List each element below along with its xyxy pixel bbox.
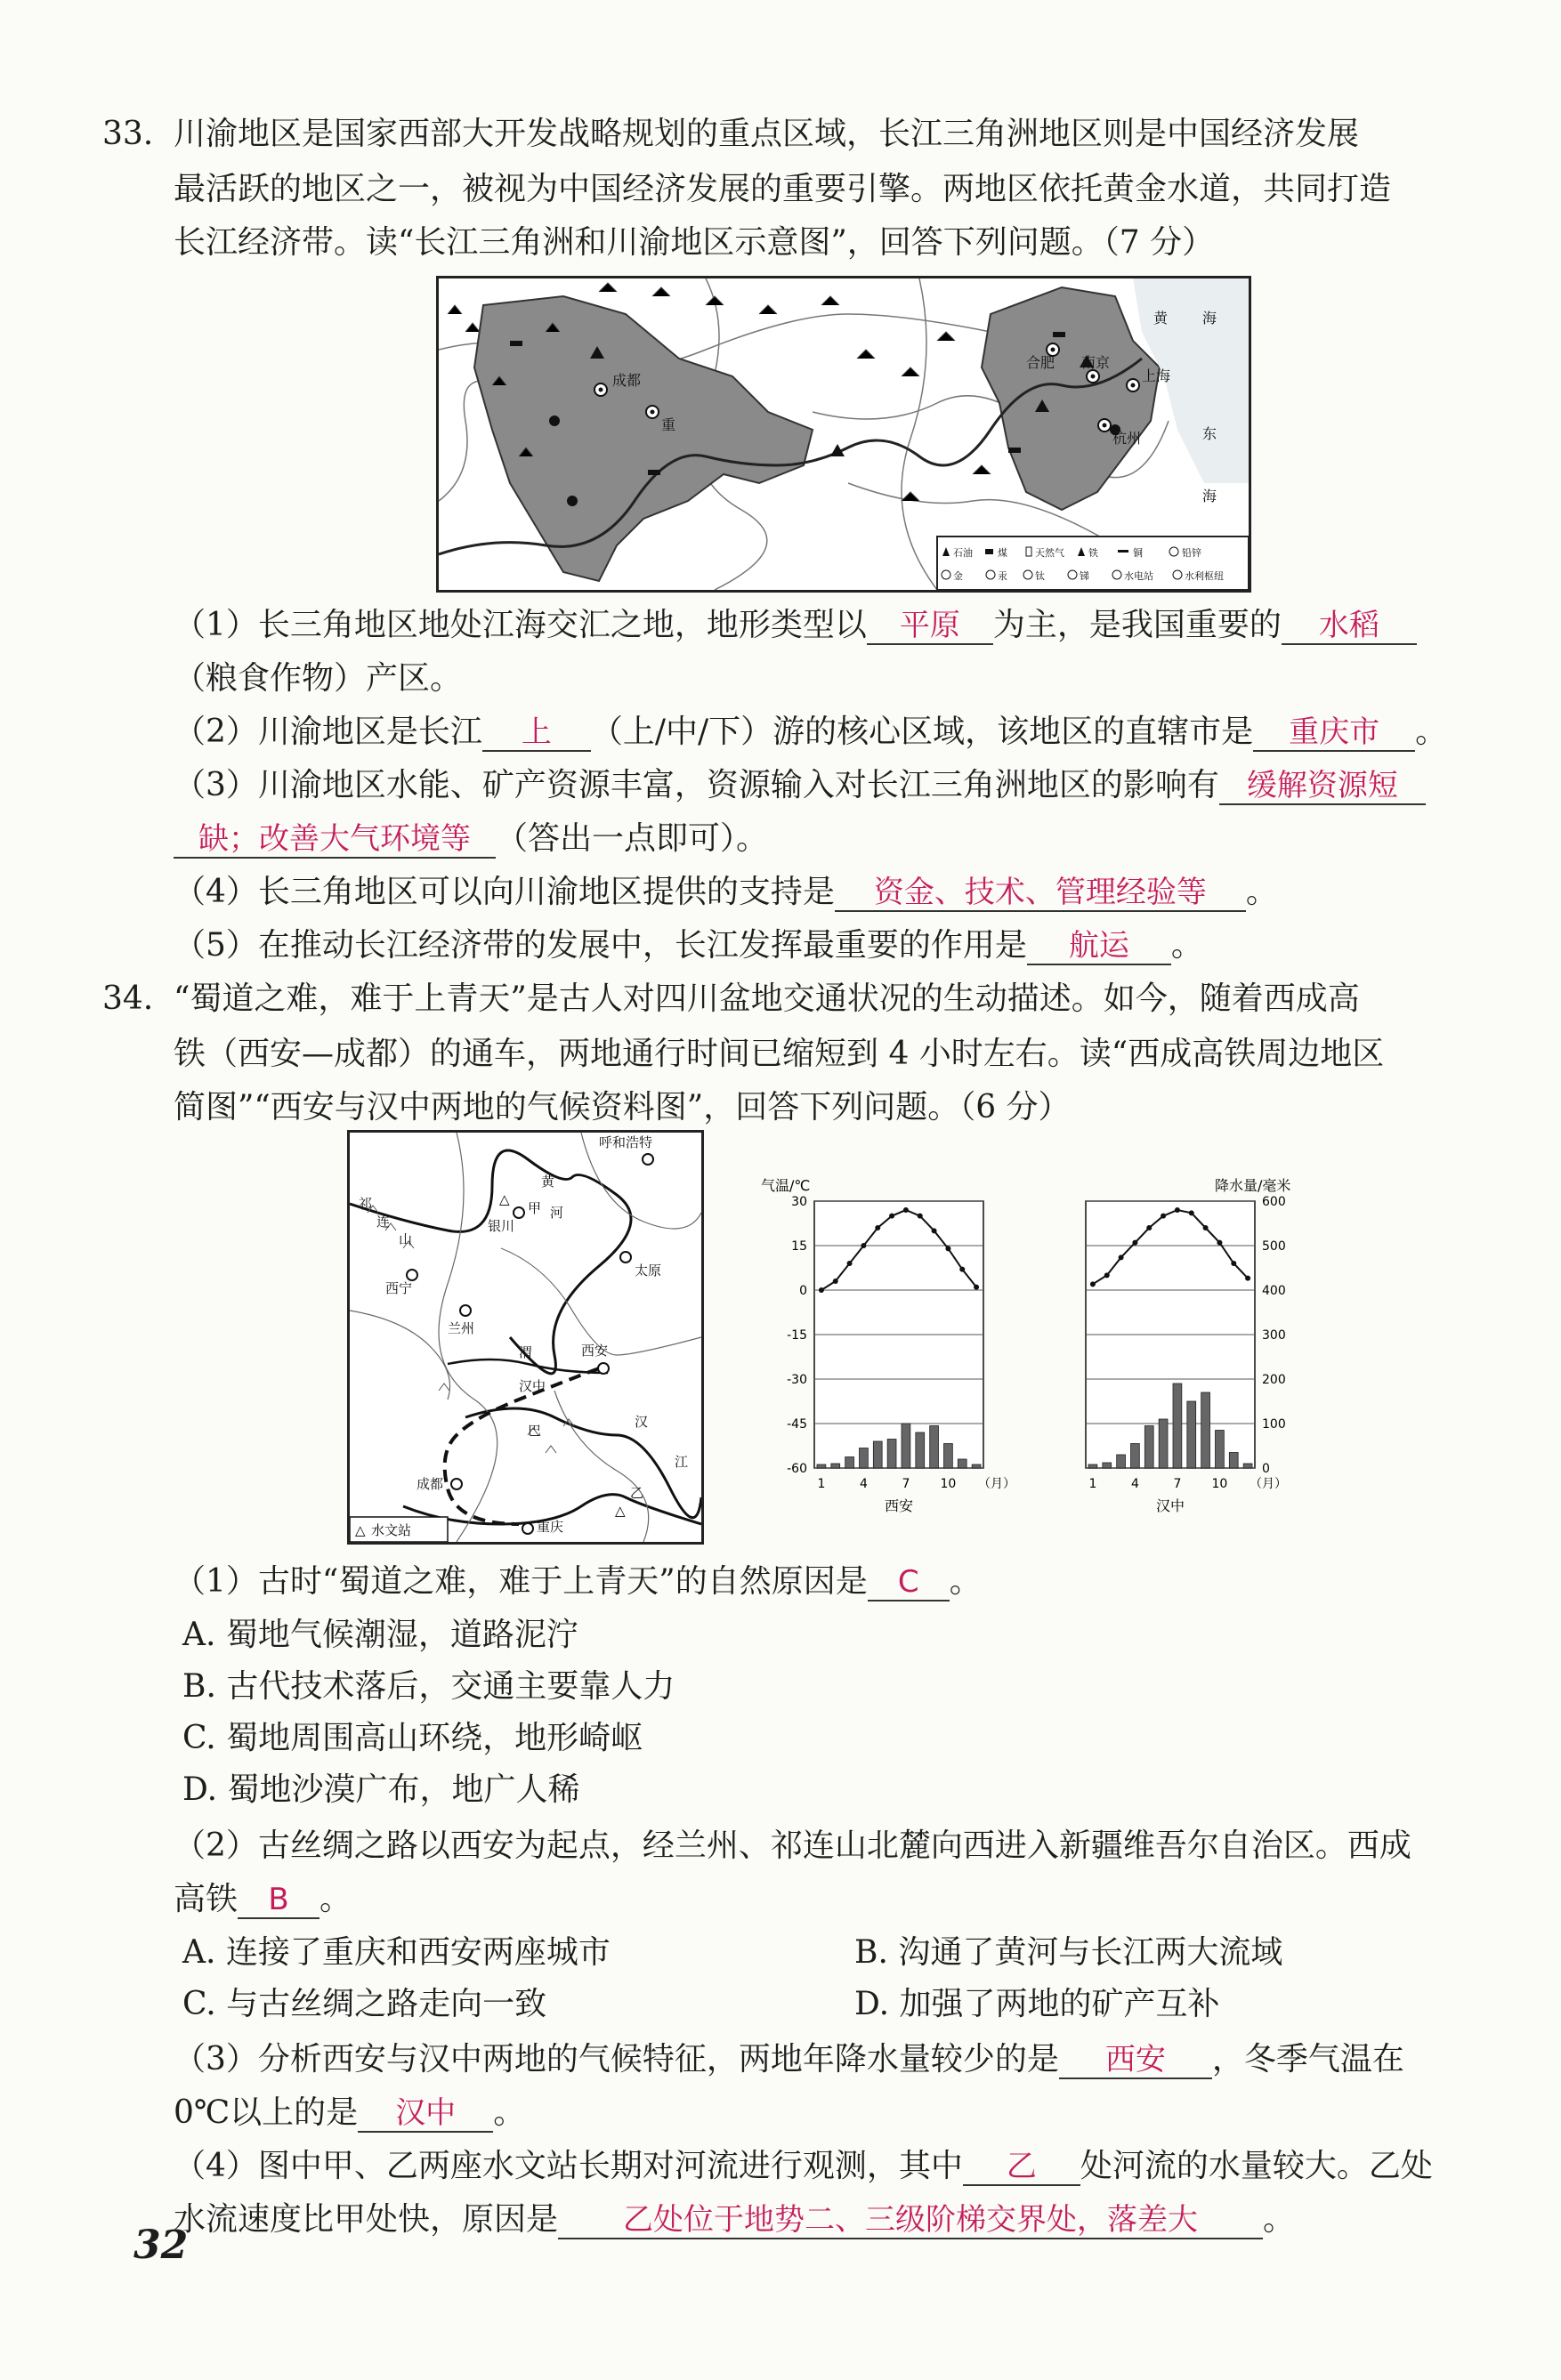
right-tick-label: 0 [1262,1462,1270,1476]
q34-sub-3-cont [174,2093,525,2134]
q34-s2-option-c[interactable]: C. 与古丝绸之路走向一致 [182,1986,547,2022]
right-tick-label: 300 [1262,1328,1286,1343]
xicheng-railway-map [347,1130,704,1545]
precip-bar [860,1448,869,1469]
yangtze-chuanyu-map [436,276,1251,593]
label-huang: 黄 [541,1174,555,1190]
label-xian: 西安 [581,1343,609,1359]
map-2-svg [350,1133,701,1542]
label-chongqing-2: 重庆 [537,1519,564,1535]
q33-p3-text-a: （3）川渝地区水能、矿产资源丰富，资源输入对长江三角洲地区的影响有 [174,767,1219,803]
q34-s3-answer-1[interactable]: 西安 [1059,2042,1212,2079]
precip-bar [887,1440,896,1469]
q33-p1-text-b: 为主，是我国重要的 [992,607,1282,643]
label-chongqing: 重 [661,416,676,433]
q34-sub-4 [174,2146,1433,2187]
label-nanjing: 南京 [1081,354,1111,371]
q34-s2-answer[interactable]: B [238,1882,319,1919]
climate-charts [761,1174,1295,1548]
q34-s4-text-b: 处河流的水量较大。乙处 [1080,2148,1433,2184]
q34-sub-1 [174,1561,982,1602]
q34-s3-text-b: ，冬季气温在 [1211,2041,1404,2077]
right-tick-label: 500 [1262,1239,1286,1254]
precip-bar [958,1459,967,1468]
label-jia: 甲 [528,1200,542,1216]
label-jiang: 江 [675,1454,689,1470]
right-tick-label: 400 [1262,1284,1286,1298]
left-tick-label: -60 [787,1462,807,1476]
page-number: 32 [133,2223,189,2268]
q34-s1-option-d[interactable]: D. 蜀地沙漠广布，地广人稀 [182,1771,580,1808]
left-axis-title: 气温/℃ [761,1177,811,1194]
q33-p1-answer-terrain[interactable]: 平原 [867,608,993,645]
legend-gold: 金 [953,570,963,582]
map-2-legend-label: 水文站 [371,1522,412,1538]
q33-p2-answer-city[interactable]: 重庆市 [1253,714,1415,752]
left-tick-label: -15 [787,1328,807,1343]
label-yinchuan: 银川 [488,1218,515,1234]
q34-s2-text-b: 。 [319,1881,352,1917]
legend-iron: 铁 [1088,547,1098,559]
q34-intro-line-2: 铁（西安—成都）的通车，两地通行时间已缩短到 4 小时左右。读“西成高铁周边地区 [174,1036,1385,1072]
precip-bar [1088,1464,1097,1468]
x-tick-label: 10 [940,1477,957,1491]
right-tick-label: 200 [1262,1373,1286,1387]
q33-p2-text-c: 。 [1415,714,1448,750]
q34-sub-4-cont [174,2199,1295,2240]
q34-s1-text-b: 。 [949,1563,982,1600]
label-qi: 祁 [359,1196,373,1212]
q33-part-5 [174,925,1203,966]
map-1-legend [937,537,1249,590]
q34-intro-line-1: “蜀道之难，难于上青天”是古人对四川盆地交通状况的生动描述。如今，随着西成高 [174,980,1360,1017]
chart-title: 汉中 [1155,1497,1185,1514]
label-donghai-1: 东 [1202,425,1217,442]
q33-p5-text-a: （5）在推动长江经济带的发展中，长江发挥最重要的作用是 [174,927,1027,964]
precip-bar [1131,1444,1140,1469]
left-tick-label: -45 [787,1417,807,1432]
label-hanzhong: 汉中 [519,1378,546,1394]
legend-antimony: 锑 [1080,570,1089,582]
q34-s3-text-d: 。 [493,2094,526,2131]
label-xining: 西宁 [385,1280,413,1296]
q34-s4-text-d: 。 [1263,2201,1296,2238]
map-1-svg [439,278,1249,590]
q33-p4-text-b: 。 [1245,874,1278,910]
precip-bar [1243,1464,1252,1468]
precip-bar [902,1424,910,1468]
chart-xian [787,1195,1015,1514]
precip-bar [1103,1463,1112,1468]
q34-s1-option-a[interactable]: A. 蜀地气候潮湿，道路泥泞 [182,1617,578,1653]
svg-text:△: △ [355,1522,366,1538]
label-huanghai-2: 海 [1202,310,1217,327]
q33-p4-answer[interactable]: 资金、技术、管理经验等 [835,875,1246,912]
q33-part-3-cont [174,819,768,859]
legend-copper: 铜 [1133,547,1143,559]
label-yi: 乙 [630,1485,644,1501]
legend-coal: 煤 [998,547,1007,559]
q34-s4-text-a: （4）图中甲、乙两座水文站长期对河流进行观测，其中 [174,2148,963,2184]
q34-s2-option-b[interactable]: B. 沟通了黄河与长江两大流域 [854,1934,1283,1971]
label-shanghai: 上海 [1142,367,1171,384]
label-he: 河 [550,1205,564,1221]
label-donghai-2: 海 [1202,488,1217,504]
precip-bar [1117,1455,1126,1468]
legend-titanium: 钛 [1035,570,1045,582]
q34-s3-answer-2[interactable]: 汉中 [358,2095,493,2133]
label-han: 汉 [635,1414,649,1430]
q33-part-4 [174,872,1278,913]
label-lian: 连 [376,1214,391,1230]
q33-intro-line-3: 长江经济带。读“长江三角洲和川渝地区示意图”，回答下列问题。（7 分） [174,224,1215,261]
q33-p2-text-b: （上/中/下）游的核心区域，该地区的直辖市是 [590,714,1254,750]
q34-s1-option-b[interactable]: B. 古代技术落后，交通主要靠人力 [182,1668,675,1705]
q34-s2-text-a: 高铁 [174,1881,239,1917]
x-tick-label: 7 [902,1477,910,1491]
left-tick-label: 0 [799,1284,807,1298]
q34-s3-text-a: （3）分析西安与汉中两地的气候特征，两地年降水量较少的是 [174,2041,1059,2077]
label-hangzhou: 杭州 [1112,430,1142,447]
q33-p3-text-b: （答出一点即可）。 [496,820,769,857]
legend-mercury: 汞 [998,570,1007,582]
q34-sub-2-line-2 [174,1879,352,1920]
precip-bar [944,1444,953,1469]
q33-p3-answer-2[interactable]: 缺；改善大气环境等 [174,821,496,859]
q33-part-1 [174,605,1417,646]
precip-bar [972,1464,981,1468]
legend-hydropower: 水电站 [1124,570,1153,582]
label-ba: 巴 [528,1423,542,1439]
precip-bar [873,1441,882,1468]
precip-bar [831,1464,840,1468]
precip-bar [1187,1401,1196,1468]
q34-sub-2-line-1: （2）古丝绸之路以西安为起点，经兰州、祁连山北麓向西进入新疆维吾尔自治区。西成 [174,1827,1411,1864]
q33-p4-text-a: （4）长三角地区可以向川渝地区提供的支持是 [174,874,835,910]
q33-part-3 [174,765,1426,806]
q34-s3-text-c: 0℃以上的是 [174,2094,359,2131]
x-tick-label: 1 [1088,1477,1097,1491]
x-tick-label: 4 [859,1477,868,1491]
q34-s2-option-d[interactable]: D. 加强了两地的矿产互补 [854,1986,1220,2022]
label-shan: 山 [399,1231,413,1247]
right-axis-title: 降水量/毫米 [1215,1177,1291,1194]
q33-p5-text-b: 。 [1170,927,1203,964]
right-tick-label: 600 [1262,1195,1286,1209]
q33-part-2 [174,712,1447,753]
legend-lead-zinc: 铅锌 [1182,547,1201,559]
label-lanzhou: 兰州 [448,1320,475,1336]
q34-s1-answer[interactable]: C [868,1564,950,1601]
q34-sub-3 [174,2039,1404,2080]
q34-s1-option-c[interactable]: C. 蜀地周围高山环绕，地形崎岖 [182,1720,643,1756]
label-chengdu-2: 成都 [417,1476,444,1492]
precip-bar [1173,1384,1182,1468]
chart-hanzhong [1086,1195,1287,1514]
left-tick-label: 30 [791,1195,807,1209]
q34-s1-text-a: （1）古时“蜀道之难，难于上青天”的自然原因是 [174,1563,868,1600]
q33-intro-line-2: 最活跃的地区之一，被视为中国经济发展的重要引擎。两地区依托黄金水道，共同打造 [174,171,1392,207]
precip-bar [817,1464,826,1468]
q34-s4-text-c: 水流速度比甲处快，原因是 [174,2201,559,2238]
label-wei: 渭 [519,1344,533,1360]
legend-water-project: 水利枢纽 [1185,570,1224,582]
chart-title: 西安 [884,1497,914,1514]
precip-bar [845,1457,854,1469]
q33-p1-answer-crop[interactable]: 水稻 [1282,608,1417,645]
right-tick-label: 100 [1262,1417,1286,1432]
precip-bar [1216,1431,1225,1469]
precip-bar [916,1432,925,1468]
svg-text:△: △ [499,1191,510,1207]
precip-bar [1229,1453,1238,1469]
q34-s4-answer-1[interactable]: 乙 [963,2149,1080,2186]
legend-oil: 石油 [953,547,973,559]
label-huanghai-1: 黄 [1153,310,1169,327]
q34-s2-option-a[interactable]: A. 连接了重庆和西安两座城市 [182,1934,611,1971]
q33-intro-line-1: 川渝地区是国家西部大开发战略规划的重点区域，长江三角洲地区则是中国经济发展 [174,116,1360,152]
q33-p5-answer[interactable]: 航运 [1027,928,1171,965]
x-tick-label: 4 [1130,1477,1139,1491]
precip-bar [1144,1426,1153,1469]
x-tick-label: 10 [1211,1477,1228,1491]
precip-bar [1201,1392,1210,1468]
month-unit-label: （月） [1250,1477,1287,1491]
svg-text:△: △ [615,1503,626,1519]
x-tick-label: 1 [817,1477,826,1491]
month-unit-label: （月） [978,1477,1015,1491]
label-huhehaote: 呼和浩特 [599,1134,653,1150]
question-33-number: 33. [102,116,154,152]
precip-bar [930,1426,939,1469]
label-chengdu: 成都 [612,372,642,389]
q33-part-1-cont: （粮食作物）产区。 [174,660,463,697]
q33-p3-answer-1[interactable]: 缓解资源短 [1219,768,1426,805]
label-hefei: 合肥 [1026,354,1055,371]
label-taiyuan: 太原 [635,1263,662,1279]
q34-s4-answer-2[interactable]: 乙处位于地势二、三级阶梯交界处，落差大 [558,2202,1263,2239]
legend-gas: 天然气 [1035,547,1064,559]
x-tick-label: 7 [1173,1477,1182,1491]
left-tick-label: 15 [791,1239,807,1254]
q33-p1-text-a: （1）长三角地区地处江海交汇之地，地形类型以 [174,607,867,643]
left-tick-label: -30 [787,1373,807,1387]
q34-intro-line-3: 简图”“西安与汉中两地的气候资料图”，回答下列问题。（6 分） [174,1089,1071,1125]
q33-p2-answer-reach[interactable]: 上 [482,714,591,752]
q33-p2-text-a: （2）川渝地区是长江 [174,714,482,750]
question-34-number: 34. [102,980,154,1017]
precip-bar [1159,1419,1168,1468]
